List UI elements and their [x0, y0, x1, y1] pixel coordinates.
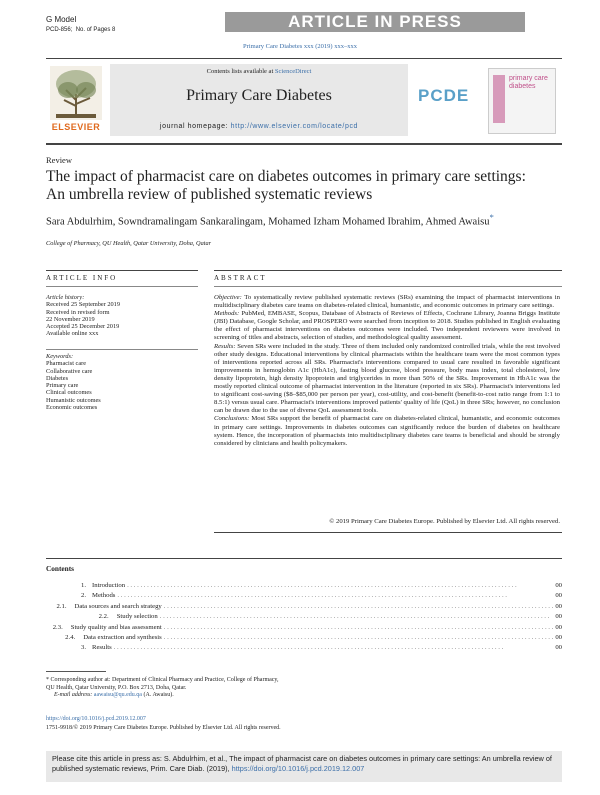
toc-number: 2.: [80, 592, 86, 600]
citation-box: [46, 751, 562, 782]
copyright-notice: © 2019 Primary Care Diabetes Europe. Published by Elsevier Ltd. All rights reserved.: [329, 518, 560, 525]
toc-item[interactable]: [46, 602, 562, 612]
toc-number: 2.3.: [52, 623, 63, 631]
toc-number: 2.1.: [56, 602, 67, 610]
toc-page: 00: [555, 633, 562, 641]
conclusions-text: Most SRs support the benefit of pharmacist care on diabetes-related clinical, humanistic, and economic outcomes in primary care settings. Improvements in diabetes outcomes can significantly reduce the burden of diabetes on healthcare system. Hence, the incorporation of pharmacists into multidisciplinary diabetes care teams is beneficial and should be strongly considered by clinicians and health policymakers.: [214, 415, 560, 447]
results-label: Results:: [214, 342, 236, 350]
abstract-objective: [214, 294, 560, 310]
author-list: [46, 210, 546, 230]
toc-item[interactable]: [46, 633, 562, 643]
toc-leader: . . . . . . . . . . . . . . . . . . . . . . . . . . . . . . . . . . . . . . . . . . . . . . . . . . . . . . . . . . . . . . . . . . . . . . . . . . . . . . . . . . . . . . . . . . . . . . . . . . . . . . . . . . . . . . . . . . . . .: [127, 582, 517, 589]
history-revised-date: 22 November 2019: [46, 315, 95, 323]
article-info-heading: ARTICLE INFO: [46, 274, 118, 282]
keyword[interactable]: Economic outcomes: [46, 404, 98, 412]
corresponding-author-mark[interactable]: *: [489, 212, 494, 222]
header-bottom-rule: [46, 143, 562, 145]
toc-title: Contents: [46, 564, 74, 573]
abstract-methods: [214, 310, 560, 342]
abstract-heading: ABSTRACT: [214, 274, 267, 282]
toc-item[interactable]: [46, 612, 562, 622]
toc-label[interactable]: Data extraction and synthesis: [83, 633, 162, 641]
affiliation: College of Pharmacy, QU Health, Qatar University, Doha, Qatar: [46, 240, 212, 247]
corresponding-author-footnote: [46, 677, 286, 700]
abstract-results: [214, 343, 560, 416]
conclusions-label: Conclusions:: [214, 415, 250, 423]
toc-page: 00: [555, 623, 562, 631]
sciencedirect-link[interactable]: ScienceDirect: [274, 68, 312, 75]
citation-text: Please cite this article in press as: S. Abdulrhim, et al., The impact of pharmacist care on diabetes outcomes in primary care settings: An umbrella review of published systematic reviews, Prim. Care Diab. (2019),: [52, 754, 552, 773]
cover-stripe: [493, 75, 505, 123]
toc-leader: . . . . . . . . . . . . . . . . . . . . . . . . . . . . . . . . . . . . . . . . . . . . . . . . . . . . . . . . . . . . . . . . . . . . . . . . . . . . . . . . . . . . . . . . . . . . . . . . . . . . . . . . . . . . . . . . . . . . .: [163, 623, 554, 631]
methods-text: PubMed, EMBASE, Scopus, Database of Abstracts of Reviews of Effects, Cochrane Library, Joanna Briggs Institute (JBI) Database, Google Scholar, and PROSPERO were searched from inception to 2018. Studies published in English evaluating the effect of pharmacist interventions on diabetes outcomes were included. Two independent reviewers were involved in screening of titles and abstracts, selection of studies, and methodological quality assessment.: [214, 310, 560, 342]
journal-title[interactable]: Primary Care Diabetes: [186, 87, 332, 104]
article-in-press-banner: ARTICLE IN PRESS: [225, 12, 525, 32]
journal-homepage: [110, 123, 408, 130]
history-label: Article history:: [46, 294, 85, 301]
contents-prefix: Contents lists available at: [206, 68, 275, 75]
issn-line: 1751-9918/© 2019 Primary Care Diabetes Europe. Published by Elsevier Ltd. All rights reserved.: [46, 725, 281, 731]
results-text: Seven SRs were included in the study. Three of them included only randomized controlled trials, while the rest involved other study designs. Educational interventions by clinical pharmacists within the healthcare team were the most common types of interventions reported across all SRs. Pharmacist's interventions compared to usual care resulted in favorable significant improvements in hemoglobin A1c (HbA1c), fasting blood glucose, blood pressure, body mass index, total cholesterol, low density lipoprotein, high density lipoprotein and triglycerides in more than 50% of the SRs. Improvement in HbA1c was the mostly reported clinical outcome of pharmacist intervention in the literature (reported in six SRs). Pharmacist's interventions led to significant cost-saving ($8–$85,000 per person per year), cost-utility, and cost-benefit (benefit-to-cost ratio range from 1:1 to 8.5:1) versus usual care. Pharmacist's interventions improved patients' quality of life (QoL) in three SRs; however, no conclusion can be drawn due to the use of diverse QoL assessment tools.: [214, 342, 560, 415]
email-suffix: (A. Awaisu).: [141, 692, 174, 698]
keyword[interactable]: Collaborative care: [46, 367, 93, 375]
toc-label[interactable]: Introduction: [92, 582, 126, 589]
article-title: The impact of pharmacist care on diabetes outcomes in primary care settings: An umbrella review of published systematic reviews: [46, 168, 526, 203]
author-names[interactable]: Sara Abdulrhim, Sowndramalingam Sankaralingam, Mohamed Izham Mohamed Ibrahim, Ahmed Awaisu: [46, 216, 490, 228]
toc-item[interactable]: [46, 591, 562, 601]
toc-page: 00: [555, 582, 562, 589]
info-sub-rule: [46, 286, 198, 287]
homepage-url[interactable]: http://www.elsevier.com/locate/pcd: [230, 123, 359, 130]
toc-page: 00: [555, 592, 562, 600]
objective-label: Objective:: [214, 294, 242, 301]
email-link[interactable]: aawaisu@qu.edu.qa: [93, 692, 142, 698]
keyword[interactable]: Primary care: [46, 382, 79, 390]
abstract-top-rule: [214, 270, 562, 271]
article-code-id: PCD-856;: [46, 27, 73, 33]
keyword[interactable]: Clinical outcomes: [46, 389, 92, 397]
journal-cover-title: primary care diabetes: [509, 75, 548, 90]
pcde-logo[interactable]: [410, 64, 558, 136]
journal-cover-thumbnail: [488, 68, 556, 134]
email-label: E-mail address:: [54, 692, 94, 698]
corresponding-text: * Corresponding author at: Department of Clinical Pharmacy and Practice, College of Pharmacy, QU Health, Qatar University, P.O. Box 2713, Doha, Qatar.: [46, 677, 279, 691]
toc-page: 00: [555, 644, 562, 652]
toc-leader: . . . . . . . . . . . . . . . . . . . . . . . . . . . . . . . . . . . . . . . . . . . . . . . . . . . . . . . . . . . . . . . . . . . . . . . . . . . . . . . . . . . . . . . . . . . . . . . . . . . . . . . . . . . . . . . . . . . . .: [163, 602, 554, 610]
keywords-label: Keywords:: [46, 353, 74, 360]
toc-label[interactable]: Methods: [92, 592, 116, 600]
keywords-block: [46, 353, 196, 411]
toc-leader: . . . . . . . . . . . . . . . . . . . . . . . . . . . . . . . . . . . . . . . . . . . . . . . . . . . . . . . . . . . . . . . . . . . . . . . . . . . . . . . . . . . . . . . . . . . . . . . . . . . . . . . . . . . . . . . . . . . . .: [159, 613, 550, 621]
abstract-body: [214, 294, 560, 448]
toc-page: 00: [555, 602, 562, 610]
pcde-wordmark: PCDE: [418, 86, 470, 105]
keyword[interactable]: Humanistic outcomes: [46, 396, 101, 404]
page-count: No. of Pages 8: [75, 27, 116, 33]
abstract-bottom-rule: [214, 532, 562, 533]
header-divider: [46, 58, 562, 59]
methods-label: Methods:: [214, 310, 240, 318]
toc-leader: . . . . . . . . . . . . . . . . . . . . . . . . . . . . . . . . . . . . . . . . . . . . . . . . . . . . . . . . . . . . . . . . . . . . . . . . . . . . . . . . . . . . . . . . . . . . . . . . . . . . . . . . . . . . . . . . . . . . .: [117, 592, 507, 600]
keyword[interactable]: Pharmacist care: [46, 360, 87, 368]
toc-item[interactable]: [46, 581, 562, 591]
doi-link[interactable]: https://doi.org/10.1016/j.pcd.2019.12.007: [46, 716, 146, 722]
toc-item[interactable]: [46, 643, 562, 653]
objective-text: To systematically review published systematic reviews (SRs) examining the impact of pharmacist interventions in multidisciplinary diabetes care teams on diabetes-related clinical, humanistic, and economic outcomes in primary care settings.: [214, 294, 560, 310]
elsevier-logo[interactable]: [46, 64, 106, 136]
journal-reference[interactable]: Primary Care Diabetes xxx (2019) xxx–xxx: [243, 43, 357, 50]
article-code: [46, 27, 115, 33]
elsevier-wordmark: ELSEVIER: [51, 122, 101, 132]
keyword[interactable]: Diabetes: [46, 374, 69, 382]
toc-leader: . . . . . . . . . . . . . . . . . . . . . . . . . . . . . . . . . . . . . . . . . . . . . . . . . . . . . . . . . . . . . . . . . . . . . . . . . . . . . . . . . . . . . . . . . . . . . . . . . . . . . . . . . . . . . . . . . . . . .: [163, 633, 554, 641]
history-online: Available online xxx: [46, 330, 99, 338]
toc-number: 2.2.: [98, 613, 109, 621]
toc-label[interactable]: Results: [92, 644, 112, 652]
toc-label[interactable]: Study quality and bias assessment: [70, 623, 162, 631]
abstract-sub-rule: [214, 286, 562, 287]
toc-number: 2.4.: [65, 633, 76, 641]
contents-line: [110, 68, 408, 75]
toc-top-rule: [46, 558, 562, 559]
history-received: Received 25 September 2019: [46, 301, 120, 309]
toc-leader: . . . . . . . . . . . . . . . . . . . . . . . . . . . . . . . . . . . . . . . . . . . . . . . . . . . . . . . . . . . . . . . . . . . . . . . . . . . . . . . . . . . . . . . . . . . . . . . . . . . . . . . . . . . . . . . . . . . . .: [113, 644, 504, 652]
info-top-rule: [46, 270, 198, 271]
article-type-label: Review: [46, 155, 72, 165]
g-model-label: G Model: [46, 15, 77, 24]
toc-page: 00: [555, 613, 562, 621]
homepage-label: journal homepage:: [159, 123, 231, 130]
toc-item[interactable]: [46, 623, 562, 633]
abstract-conclusions: [214, 415, 560, 447]
footnote-rule: [46, 671, 106, 672]
history-revised: Received in revised form: [46, 308, 110, 316]
toc-label[interactable]: Study selection: [116, 613, 158, 621]
history-accepted: Accepted 25 December 2019: [46, 323, 120, 331]
keywords-rule: [46, 349, 198, 350]
toc-label[interactable]: Data sources and search strategy: [74, 602, 162, 610]
table-of-contents: [46, 581, 562, 654]
toc-number: 1.: [80, 582, 86, 589]
citation-doi-link[interactable]: https://doi.org/10.1016/j.pcd.2019.12.007: [231, 764, 365, 773]
article-history: [46, 294, 196, 338]
toc-number: 3.: [80, 644, 86, 652]
